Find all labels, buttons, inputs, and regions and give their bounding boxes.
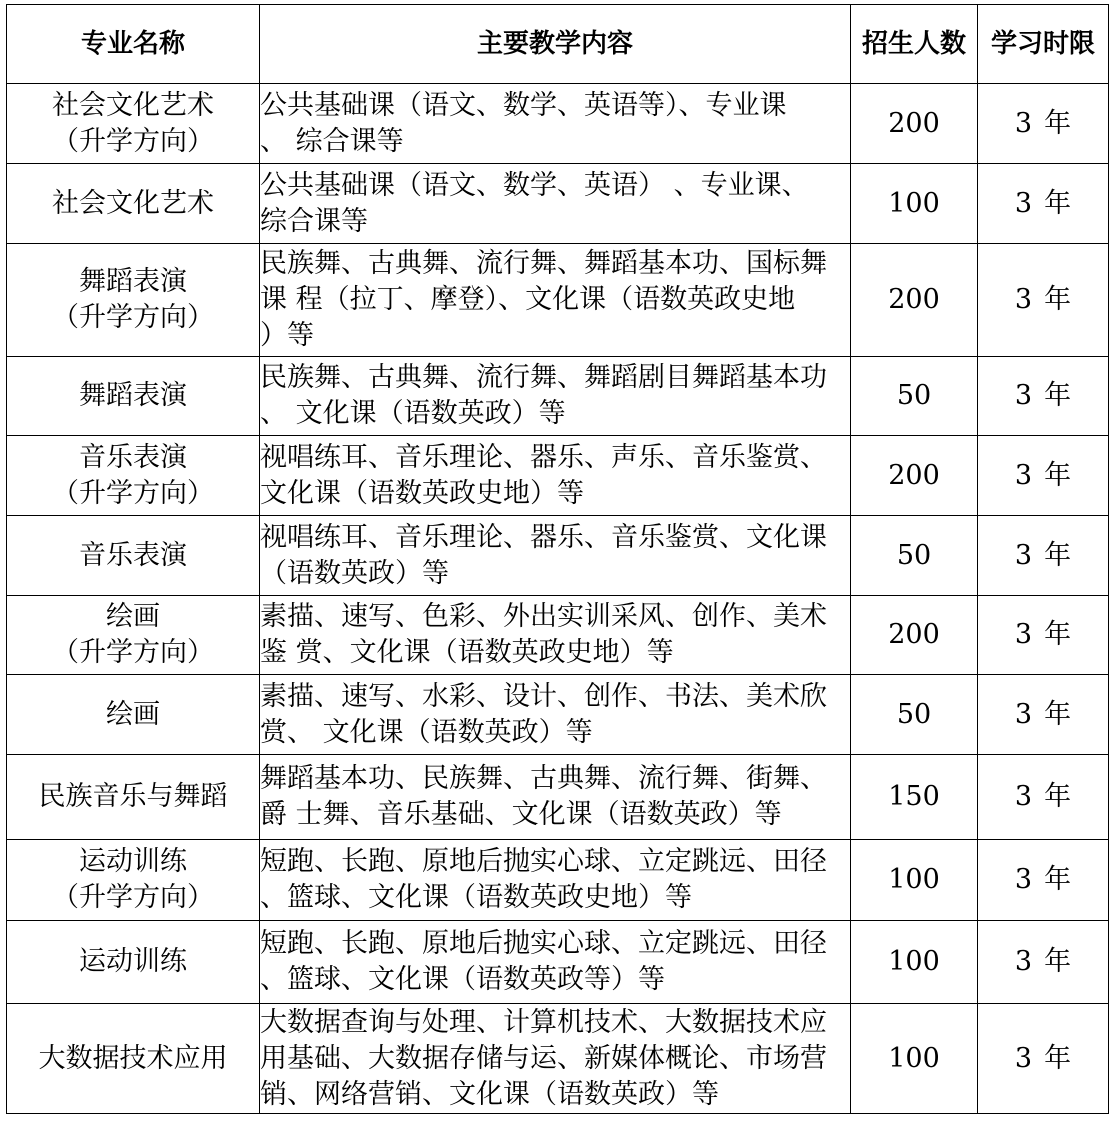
teaching-content-cell — [260, 675, 851, 755]
major-name-line: 社会文化艺术 — [52, 187, 214, 219]
header-teaching-content: 主要教学内容 — [260, 5, 851, 84]
duration-cell — [978, 755, 1109, 840]
header-duration: 学习时限 — [978, 5, 1109, 84]
enrollment-count-cell: 100 — [851, 164, 978, 244]
teaching-content-line: 、 文化课（语数英政）等 — [260, 398, 566, 429]
duration-years: 3 — [1014, 539, 1033, 571]
teaching-content-cell — [260, 755, 851, 840]
teaching-content-line: 公共基础课（语文、数学、英语等）、专业课 — [260, 89, 787, 121]
teaching-content-line: 短跑、长跑、原地后抛实心球、立定跳远、田径 — [260, 928, 827, 959]
table-body — [7, 84, 1109, 1114]
duration-cell — [978, 357, 1109, 436]
major-name-cell — [7, 357, 260, 436]
enrollment-count-cell: 50 — [851, 357, 978, 436]
major-name-cell — [7, 84, 260, 164]
teaching-content-line: 短跑、长跑、原地后抛实心球、立定跳远、田径 — [260, 846, 827, 877]
major-name-line: （升学方向） — [52, 477, 214, 509]
majors-table — [6, 4, 1109, 1114]
duration-cell — [978, 244, 1109, 357]
duration-unit: 年 — [1044, 187, 1072, 219]
teaching-content-cell — [260, 596, 851, 675]
teaching-content-cell — [260, 516, 851, 596]
major-name-line: （升学方向） — [52, 882, 214, 913]
teaching-content-line: 销、网络营销、文化课（语数英政）等 — [260, 1078, 719, 1110]
duration-unit: 年 — [1044, 698, 1072, 730]
major-name-line: 运动训练 — [79, 946, 187, 977]
teaching-content-line: 用基础、大数据存储与运、新媒体概论、市场营 — [260, 1042, 827, 1074]
teaching-content-line: 爵 士舞、音乐基础、文化课（语数英政）等 — [260, 799, 782, 830]
major-name-line: 大数据技术应用 — [38, 1042, 228, 1074]
teaching-content-line: 公共基础课（语文、数学、英语） 、专业课、 — [260, 169, 809, 201]
table-row — [7, 755, 1109, 840]
duration-years: 3 — [1014, 864, 1033, 895]
duration-cell — [978, 164, 1109, 244]
table-row — [7, 675, 1109, 755]
enrollment-count-cell: 200 — [851, 436, 978, 516]
major-name-cell — [7, 921, 260, 1004]
duration-cell — [978, 84, 1109, 164]
duration-cell — [978, 1004, 1109, 1114]
teaching-content-line: 综合课等 — [260, 205, 368, 237]
teaching-content-line: 文化课（语数英政史地）等 — [260, 477, 584, 509]
enrollment-count-cell: 200 — [851, 84, 978, 164]
major-name-line: （升学方向） — [52, 302, 214, 333]
table-row — [7, 164, 1109, 244]
teaching-content-line: 、 综合课等 — [260, 125, 404, 157]
teaching-content-line: 舞蹈基本功、民族舞、古典舞、流行舞、街舞、 — [260, 763, 827, 794]
duration-years: 3 — [1014, 619, 1033, 650]
major-name-cell — [7, 755, 260, 840]
duration-cell — [978, 436, 1109, 516]
duration-unit: 年 — [1044, 284, 1072, 315]
teaching-content-cell — [260, 436, 851, 516]
duration-unit: 年 — [1044, 1042, 1072, 1074]
teaching-content-line: 、篮球、文化课（语数英政史地）等 — [260, 882, 692, 913]
teaching-content-line: 素描、速写、水彩、设计、创作、书法、美术欣 — [260, 680, 827, 712]
enrollment-count-cell: 100 — [851, 840, 978, 921]
duration-years: 3 — [1014, 459, 1033, 491]
duration-years: 3 — [1014, 698, 1033, 730]
major-name-line: 运动训练 — [79, 846, 187, 877]
table-row — [7, 596, 1109, 675]
duration-cell — [978, 840, 1109, 921]
major-name-cell — [7, 596, 260, 675]
teaching-content-line: 民族舞、古典舞、流行舞、舞蹈基本功、国标舞 — [260, 248, 827, 279]
duration-unit: 年 — [1044, 107, 1072, 139]
major-name-cell — [7, 516, 260, 596]
table-row — [7, 921, 1109, 1004]
table-row — [7, 84, 1109, 164]
duration-years: 3 — [1014, 187, 1033, 219]
header-enrollment: 招生人数 — [851, 5, 978, 84]
enrollment-count-cell: 100 — [851, 921, 978, 1004]
major-name-line: 音乐表演 — [79, 441, 187, 473]
teaching-content-line: 、篮球、文化课（语数英政等）等 — [260, 964, 665, 995]
duration-unit: 年 — [1044, 619, 1072, 650]
duration-unit: 年 — [1044, 946, 1072, 977]
major-name-line: 社会文化艺术 — [52, 89, 214, 121]
major-name-line: 舞蹈表演 — [79, 380, 187, 411]
major-name-cell — [7, 675, 260, 755]
major-name-cell — [7, 840, 260, 921]
teaching-content-cell — [260, 164, 851, 244]
teaching-content-cell — [260, 1004, 851, 1114]
enrollment-count-cell: 200 — [851, 244, 978, 357]
teaching-content-line: 素描、速写、色彩、外出实训采风、创作、美术 — [260, 601, 827, 632]
duration-years: 3 — [1014, 781, 1033, 812]
major-name-cell — [7, 436, 260, 516]
table-row — [7, 516, 1109, 596]
major-name-line: 民族音乐与舞蹈 — [38, 781, 228, 812]
table-row — [7, 436, 1109, 516]
duration-cell — [978, 921, 1109, 1004]
major-name-line: 绘画 — [106, 698, 160, 730]
duration-unit: 年 — [1044, 380, 1072, 411]
teaching-content-line: 赏、 文化课（语数英政）等 — [260, 716, 593, 748]
duration-cell — [978, 596, 1109, 675]
teaching-content-line: 民族舞、古典舞、流行舞、舞蹈剧目舞蹈基本功 — [260, 362, 827, 393]
teaching-content-line: 视唱练耳、音乐理论、器乐、音乐鉴赏、文化课 — [260, 521, 827, 553]
duration-years: 3 — [1014, 107, 1033, 139]
major-name-cell — [7, 164, 260, 244]
teaching-content-line: 鉴 赏、文化课（语数英政史地）等 — [260, 637, 674, 668]
enrollment-count-cell: 200 — [851, 596, 978, 675]
major-name-cell — [7, 244, 260, 357]
duration-cell — [978, 675, 1109, 755]
teaching-content-line: ）等 — [260, 320, 314, 351]
enrollment-count-cell: 50 — [851, 516, 978, 596]
major-name-line: 绘画 — [106, 601, 160, 632]
duration-cell — [978, 516, 1109, 596]
table-row — [7, 840, 1109, 921]
header-major-name: 专业名称 — [7, 5, 260, 84]
duration-years: 3 — [1014, 946, 1033, 977]
enrollment-count-cell: 100 — [851, 1004, 978, 1114]
duration-unit: 年 — [1044, 781, 1072, 812]
header-row — [7, 5, 1109, 84]
teaching-content-line: （语数英政）等 — [260, 557, 449, 589]
table-row — [7, 357, 1109, 436]
duration-unit: 年 — [1044, 864, 1072, 895]
teaching-content-cell — [260, 84, 851, 164]
major-name-cell — [7, 1004, 260, 1114]
major-name-line: （升学方向） — [52, 637, 214, 668]
enrollment-count-cell: 50 — [851, 675, 978, 755]
teaching-content-cell — [260, 840, 851, 921]
duration-years: 3 — [1014, 284, 1033, 315]
teaching-content-cell — [260, 921, 851, 1004]
teaching-content-cell — [260, 244, 851, 357]
teaching-content-line: 大数据查询与处理、计算机技术、大数据技术应 — [260, 1006, 827, 1038]
teaching-content-cell — [260, 357, 851, 436]
table-row — [7, 1004, 1109, 1114]
major-name-line: 舞蹈表演 — [79, 266, 187, 297]
major-name-line: （升学方向） — [52, 125, 214, 157]
duration-years: 3 — [1014, 1042, 1033, 1074]
teaching-content-line: 课 程（拉丁、摩登）、文化课（语数英政史地 — [260, 284, 796, 315]
duration-years: 3 — [1014, 380, 1033, 411]
major-name-line: 音乐表演 — [79, 539, 187, 571]
duration-unit: 年 — [1044, 539, 1072, 571]
enrollment-count-cell: 150 — [851, 755, 978, 840]
duration-unit: 年 — [1044, 459, 1072, 491]
table-row — [7, 244, 1109, 357]
teaching-content-line: 视唱练耳、音乐理论、器乐、声乐、音乐鉴赏、 — [260, 441, 827, 473]
